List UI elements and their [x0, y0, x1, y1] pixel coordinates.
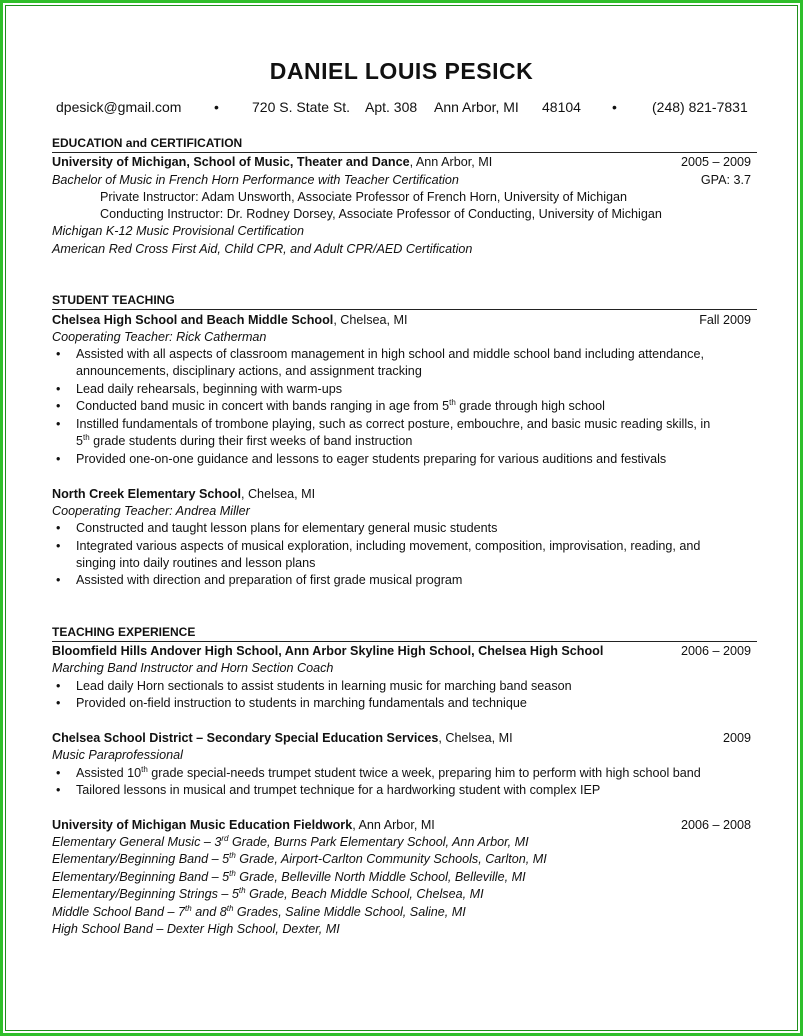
apartment: Apt. 308 — [365, 99, 418, 115]
job-dates: Fall 2009 — [699, 313, 751, 327]
city-state: Ann Arbor, MI — [434, 99, 519, 115]
job-school: Bloomfield Hills Andover High School, Ann Arbor Skyline High School, Chelsea High School — [52, 644, 604, 658]
bullet-separator: • — [214, 99, 219, 115]
job-dates: 2006 – 2008 — [680, 818, 751, 832]
conducting-instructor: Conducting Instructor: Dr. Rodney Dorsey, Associate Professor of Conducting, University of Michigan — [100, 207, 662, 221]
bullet-text: Assisted with all aspects of classroom management in high school and middle school band including attendance, — [76, 347, 704, 361]
bullet-dot: • — [56, 399, 61, 413]
bullet-text: Lead daily Horn sectionals to assist students in learning music for marching band season — [76, 679, 572, 693]
job-school: University of Michigan Music Education Fieldwork, Ann Arbor, MI — [52, 818, 435, 832]
bullet-text: announcements, disciplinary actions, and assignment tracking — [76, 364, 422, 378]
phone: (248) 821-7831 — [652, 99, 748, 115]
certification: American Red Cross First Aid, Child CPR, and Adult CPR/AED Certification — [52, 242, 473, 256]
bullet-text: Provided one-on-one guidance and lessons to eager students preparing for various auditions and festivals — [76, 452, 667, 466]
bullet-text: Constructed and taught lesson plans for elementary general music students — [76, 521, 498, 535]
section-education — [52, 136, 757, 150]
bullet-text: singing into daily routines and lesson plans — [76, 556, 316, 570]
bullet-dot: • — [56, 382, 61, 396]
bullet-text: Assisted 10th grade special-needs trumpet student twice a week, preparing him to perform with high school band — [76, 764, 701, 780]
bullet-dot: • — [56, 539, 61, 553]
fieldwork-item: Elementary/Beginning Band – 5th Grade, Belleville North Middle School, Belleville, MI — [52, 868, 526, 884]
bullet-text: Lead daily rehearsals, beginning with warm-ups — [76, 382, 343, 396]
bullet-dot: • — [56, 452, 61, 466]
zip-code: 48104 — [542, 99, 581, 115]
education-school: University of Michigan, School of Music, Theater and Dance, Ann Arbor, MI — [52, 155, 493, 169]
cooperating-teacher: Cooperating Teacher: Rick Catherman — [52, 330, 267, 344]
section-student-teaching — [52, 293, 757, 307]
section-title: STUDENT TEACHING — [52, 293, 175, 307]
bullet-dot: • — [56, 696, 61, 710]
degree: Bachelor of Music in French Horn Performance with Teacher Certification — [52, 173, 459, 187]
fieldwork-item: Elementary/Beginning Strings – 5th Grade, Beach Middle School, Chelsea, MI — [52, 885, 484, 901]
fieldwork-item: High School Band – Dexter High School, Dexter, MI — [52, 922, 340, 936]
job-school: North Creek Elementary School, Chelsea, MI — [52, 487, 316, 501]
bullet-dot: • — [56, 521, 61, 535]
job-role: Music Paraprofessional — [52, 748, 183, 762]
email: dpesick@gmail.com — [56, 99, 182, 115]
section-divider — [52, 152, 757, 153]
job-dates: 2009 — [722, 731, 751, 745]
job-school: Chelsea High School and Beach Middle School, Chelsea, MI — [52, 313, 408, 327]
bullet-dot: • — [56, 573, 61, 587]
bullet-text: Integrated various aspects of musical exploration, including movement, composition, improvisation, reading, and — [76, 539, 701, 553]
fieldwork-item: Middle School Band – 7th and 8th Grades, Saline Middle School, Saline, MI — [52, 903, 466, 919]
gpa: GPA: 3.7 — [700, 173, 751, 187]
private-instructor: Private Instructor: Adam Unsworth, Associate Professor of French Horn, University of Michigan — [100, 190, 628, 204]
section-teaching-experience — [52, 625, 757, 639]
bullet-dot: • — [56, 679, 61, 693]
job-school: Chelsea School District – Secondary Special Education Services, Chelsea, MI — [52, 731, 513, 745]
section-title: EDUCATION and CERTIFICATION — [52, 136, 243, 150]
section-title: TEACHING EXPERIENCE — [52, 625, 196, 639]
bullet-text: Tailored lessons in musical and trumpet technique for a hardworking student with complex IEP — [76, 783, 601, 797]
job-role: Marching Band Instructor and Horn Section Coach — [52, 661, 334, 675]
bullet-separator: • — [612, 99, 617, 115]
bullet-text: 5th grade students during their first weeks of band instruction — [76, 432, 413, 448]
bullet-dot: • — [56, 766, 61, 780]
fieldwork-item: Elementary/Beginning Band – 5th Grade, Airport-Carlton Community Schools, Carlton, MI — [52, 850, 547, 866]
education-dates: 2005 – 2009 — [680, 155, 751, 169]
fieldwork-item: Elementary General Music – 3rd Grade, Burns Park Elementary School, Ann Arbor, MI — [52, 833, 529, 849]
cooperating-teacher: Cooperating Teacher: Andrea Miller — [52, 504, 250, 518]
bullet-text: Provided on-field instruction to students in marching fundamentals and technique — [76, 696, 527, 710]
bullet-text: Assisted with direction and preparation of first grade musical program — [76, 573, 463, 587]
section-divider — [52, 641, 757, 642]
bullet-dot: • — [56, 417, 61, 431]
bullet-dot: • — [56, 347, 61, 361]
bullet-dot: • — [56, 783, 61, 797]
street-address: 720 S. State St. — [252, 99, 351, 115]
job-dates: 2006 – 2009 — [680, 644, 751, 658]
certification: Michigan K-12 Music Provisional Certification — [52, 224, 304, 238]
section-divider — [52, 309, 757, 310]
bullet-text: Instilled fundamentals of trombone playing, such as correct posture, embouchre, and basic music reading skills, in — [76, 417, 711, 431]
bullet-text: Conducted band music in concert with bands ranging in age from 5th grade through high school — [76, 397, 605, 413]
resume-name: DANIEL LOUIS PESICK — [269, 58, 534, 84]
